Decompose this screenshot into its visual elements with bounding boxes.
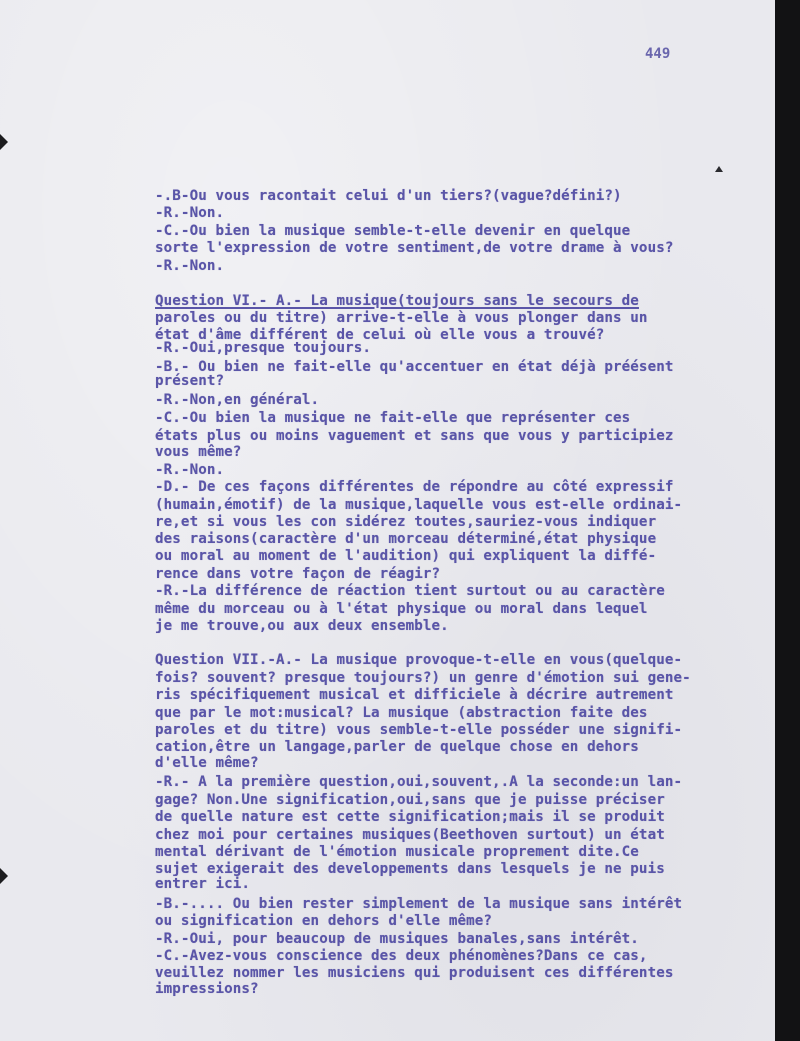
text-line-21: ou moral au moment de l'audition) qui expliquent la diffé- bbox=[155, 548, 657, 564]
text-line-26: Question VII.-A.- La musique provoque-t-elle en vous(quelque- bbox=[155, 652, 683, 668]
text-line-14: états plus ou moins vaguement et sans que vous y participiez bbox=[155, 428, 674, 444]
text-line-37: mental dérivant de l'émotion musicale proprement dite.Ce bbox=[155, 844, 639, 860]
text-line-36: chez moi pour certaines musiques(Beethoven surtout) un état bbox=[155, 827, 665, 843]
page-number: 449 bbox=[645, 46, 671, 62]
text-line-35: de quelle nature est cette signification;mais il se produit bbox=[155, 809, 665, 825]
text-line-34: gage? Non.Une signification,oui,sans que je puisse préciser bbox=[155, 792, 665, 808]
text-line-10: -B.- Ou bien ne fait-elle qu'accentuer en état déjà préésent bbox=[155, 359, 674, 375]
text-line-8: état d'âme différent de celui où elle vous a trouvé? bbox=[155, 327, 605, 343]
text-line-33: -R.- A la première question,oui,souvent,.A la seconde:un lan- bbox=[155, 774, 683, 790]
text-line-1: -.B-Ou vous racontait celui d'un tiers?(vague?défini?) bbox=[155, 188, 622, 204]
text-line-18: (humain,émotif) de la musique,laquelle vous est-elle ordinai- bbox=[155, 497, 683, 513]
text-line-28: ris spécifiquement musical et difficiele à décrire autrement bbox=[155, 687, 674, 703]
text-line-39: entrer ici. bbox=[155, 876, 251, 892]
text-line-32: d'elle même? bbox=[155, 755, 259, 771]
margin-mark bbox=[715, 166, 723, 172]
text-line-40: -B.-.... Ou bien rester simplement de la musique sans intérêt bbox=[155, 896, 683, 912]
text-line-9: -R.-Oui,presque toujours. bbox=[155, 340, 372, 356]
left-edge-mark bbox=[0, 134, 8, 150]
left-edge-mark bbox=[0, 868, 8, 884]
text-line-42: -R.-Oui, pour beaucoup de musiques banales,sans intérêt. bbox=[155, 931, 639, 947]
text-line-27: fois? souvent? presque toujours?) un genre d'émotion sui gene- bbox=[155, 670, 691, 686]
text-line-24: même du morceau ou à l'état physique ou moral dans lequel bbox=[155, 601, 648, 617]
text-line-29: que par le mot:musical? La musique (abstraction faite des bbox=[155, 705, 648, 721]
text-line-13: -C.-Ou bien la musique ne fait-elle que représenter ces bbox=[155, 410, 631, 426]
scan-background-edge bbox=[775, 0, 800, 1041]
text-line-11: présent? bbox=[155, 373, 225, 389]
text-line-45: impressions? bbox=[155, 981, 259, 997]
text-line-4: sorte l'expression de votre sentiment,de votre drame à vous? bbox=[155, 240, 674, 256]
text-line-41: ou signification en dehors d'elle même? bbox=[155, 913, 493, 929]
text-line-3: -C.-Ou bien la musique semble-t-elle devenir en quelque bbox=[155, 223, 631, 239]
text-line-6: Question VI.- A.- La musique(toujours sans le secours de bbox=[155, 293, 639, 309]
text-line-25: je me trouve,ou aux deux ensemble. bbox=[155, 618, 449, 634]
text-line-20: des raisons(caractère d'un morceau déterminé,état physique bbox=[155, 531, 657, 547]
text-line-19: re,et si vous les con sidérez toutes,sauriez-vous indiquer bbox=[155, 514, 657, 530]
text-line-43: -C.-Avez-vous conscience des deux phénomènes?Dans ce cas, bbox=[155, 948, 648, 964]
text-line-30: paroles et du titre) vous semble-t-elle posséder une signifi- bbox=[155, 722, 683, 738]
text-line-12: -R.-Non,en général. bbox=[155, 392, 320, 408]
text-line-2: -R.-Non. bbox=[155, 205, 225, 221]
text-line-5: -R.-Non. bbox=[155, 258, 225, 274]
text-line-7: paroles ou du titre) arrive-t-elle à vous plonger dans un bbox=[155, 310, 648, 326]
text-line-31: cation,être un langage,parler de quelque chose en dehors bbox=[155, 739, 639, 755]
text-line-16: -R.-Non. bbox=[155, 462, 225, 478]
text-line-23: -R.-La différence de réaction tient surtout ou au caractère bbox=[155, 583, 665, 599]
text-line-38: sujet exigerait des developpements dans lesquels je ne puis bbox=[155, 861, 665, 877]
text-line-44: veuillez nommer les musiciens qui produisent ces différentes bbox=[155, 965, 674, 981]
text-line-15: vous même? bbox=[155, 444, 242, 460]
text-line-22: rence dans votre façon de réagir? bbox=[155, 566, 441, 582]
text-line-17: -D.- De ces façons différentes de répondre au côté expressif bbox=[155, 479, 674, 495]
